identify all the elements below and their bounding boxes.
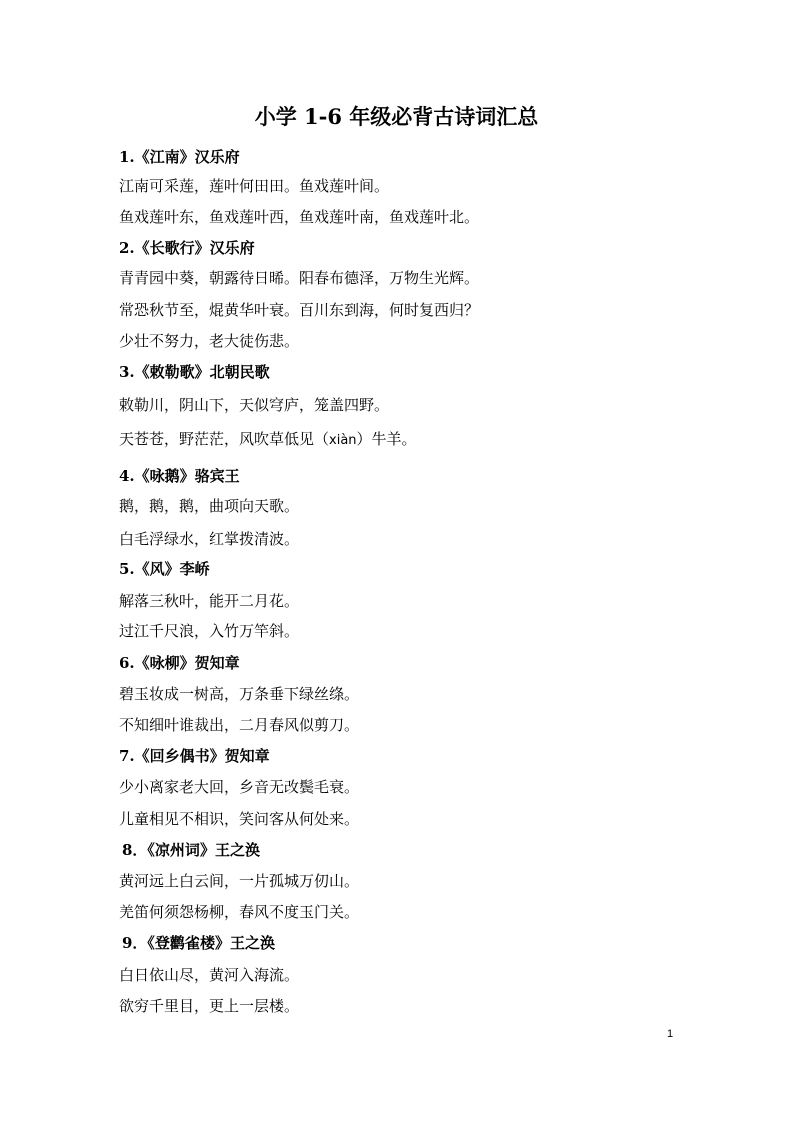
poem-heading: 3.《敕勒歌》北朝民歌 — [119, 363, 270, 381]
poem-heading: 6.《咏柳》贺知章 — [119, 654, 240, 672]
poem-line: 儿童相见不相识，笑问客从何处来。 — [119, 810, 360, 828]
poem-heading: 5.《风》李峤 — [119, 560, 210, 578]
poem-line: 白日依山尽，黄河入海流。 — [119, 966, 300, 984]
poem-heading: 4.《咏鹅》骆宾王 — [119, 467, 240, 485]
poem-line: 少壮不努力，老大徒伤悲。 — [119, 332, 300, 350]
page-number: 1 — [667, 1028, 674, 1040]
poem-heading: 2.《长歌行》汉乐府 — [119, 239, 255, 257]
poem-line: 鹅，鹅，鹅，曲项向天歌。 — [119, 497, 300, 515]
poem-line: 碧玉妆成一树高，万条垂下绿丝绦。 — [119, 685, 360, 703]
poem-line: 不知细叶谁裁出，二月春风似剪刀。 — [119, 716, 360, 734]
poem-line: 青青园中葵，朝露待日晞。阳春布德泽，万物生光辉。 — [119, 269, 480, 287]
poem-heading: 8．《凉州词》王之涣 — [122, 841, 260, 859]
poem-line: 羌笛何须怨杨柳，春风不度玉门关。 — [119, 903, 360, 921]
pinyin-annotation: xiàn — [329, 433, 357, 448]
poem-line-text: ）牛羊。 — [356, 430, 417, 448]
poem-heading: 1.《江南》汉乐府 — [119, 148, 240, 166]
poem-line: 常恐秋节至，焜黄华叶衰。百川东到海，何时复西归？ — [119, 301, 480, 319]
poem-line: 少小离家老大回，乡音无改鬓毛衰。 — [119, 778, 360, 796]
poem-line: 欲穷千里目，更上一层楼。 — [119, 997, 300, 1015]
poem-line: 过江千尺浪，入竹万竿斜。 — [119, 622, 300, 640]
poem-line-text: 天苍苍，野茫茫，风吹草低见（ — [119, 430, 330, 448]
poem-heading: 9．《登鹳雀楼》王之涣 — [122, 934, 275, 952]
poem-line: 鱼戏莲叶东，鱼戏莲叶西，鱼戏莲叶南，鱼戏莲叶北。 — [119, 208, 480, 226]
poem-heading: 7.《回乡偶书》贺知章 — [119, 747, 270, 765]
document-title: 小学 1-6 年级必背古诗词汇总 — [254, 104, 539, 129]
poem-line: 黄河远上白云间，一片孤城万仞山。 — [119, 872, 360, 890]
poem-line: 解落三秋叶，能开二月花。 — [119, 592, 300, 610]
poem-line-with-pinyin — [119, 428, 417, 452]
poem-line: 敕勒川，阴山下，天似穹庐，笼盖四野。 — [119, 396, 390, 414]
poem-line: 白毛浮绿水，红掌拨清波。 — [119, 530, 300, 548]
poem-line: 江南可采莲，莲叶何田田。鱼戏莲叶间。 — [119, 177, 390, 195]
